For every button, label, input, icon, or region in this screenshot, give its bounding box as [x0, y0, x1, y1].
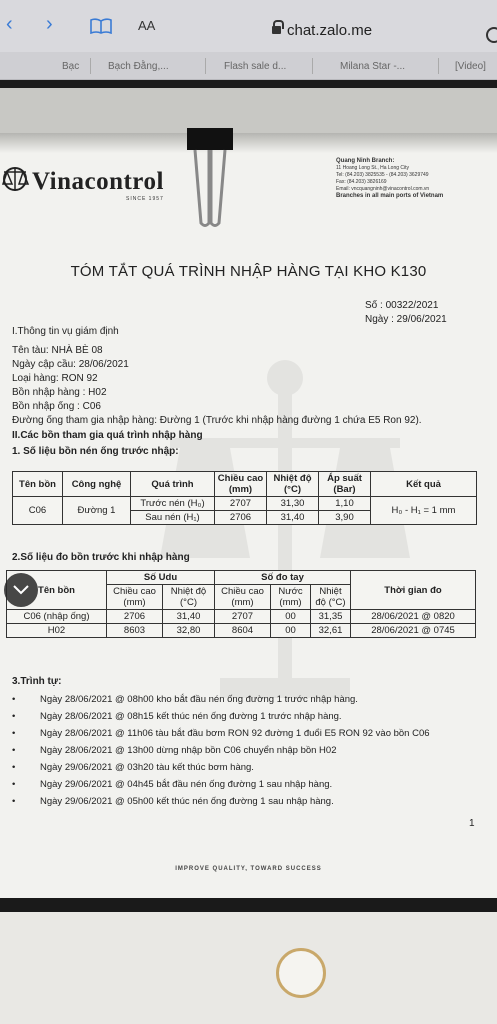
section-heading: II.Các bồn tham gia quá trình nhập hàng [12, 430, 203, 441]
table-cell: 31,40 [163, 610, 215, 624]
bookmark-item[interactable]: Bạch Đằng,... [108, 61, 169, 72]
table-cell: 1,10 [319, 497, 371, 511]
table-header: Công nghệ [63, 472, 131, 497]
list-item: • Ngày 28/06/2021 @ 11h06 tàu bắt đầu bơm RON 92 đường 1 đuổi E5 RON 92 vào bồn C06 [12, 728, 430, 739]
table-cell: 2706 [107, 610, 163, 624]
info-line: Đường ống tham gia nhập hàng: Đường 1 (Trước khi nhập hàng đường 1 chứa E5 Ron 92). [12, 415, 422, 426]
scale-watermark-icon [160, 358, 410, 718]
info-line: Bồn nhập hàng : H02 [12, 387, 107, 398]
table-cell: 2706 [215, 511, 267, 525]
info-line: Ngày cập cầu: 28/06/2021 [12, 359, 129, 370]
table-subheader: Nhiệt độ (°C) [163, 585, 215, 610]
bookmark-item[interactable]: Bạc [62, 61, 80, 72]
table-cell: 31,30 [267, 497, 319, 511]
home-button[interactable] [276, 948, 326, 998]
table-header: Nhiệt độ (°C) [267, 472, 319, 497]
info-line: Tên tàu: NHÀ BÈ 08 [12, 345, 103, 356]
table-cell: Trước nén (H₀) [131, 497, 215, 511]
info-line: Bồn nhập ống : C06 [12, 401, 101, 412]
bookmark-item[interactable]: Flash sale d... [224, 61, 287, 72]
subsection-heading: 1. Số liệu bồn nén ống trước nhập: [12, 446, 179, 457]
list-item: • Ngày 28/06/2021 @ 08h15 kết thúc nén ống đường 1 trước nhập hàng. [12, 711, 342, 722]
table-header: Áp suất (Bar) [319, 472, 371, 497]
table-cell: C06 (nhập ống) [7, 610, 107, 624]
table-row [13, 497, 477, 511]
table-cell: 32,80 [163, 624, 215, 638]
list-item: • Ngày 28/06/2021 @ 08h00 kho bắt đầu nén ống đường 1 trước nhập hàng. [12, 694, 358, 705]
browser-toolbar [0, 0, 497, 52]
table-cell: C06 [13, 497, 63, 525]
table-cell: 8604 [215, 624, 271, 638]
logo-since: SINCE 1957 [126, 196, 164, 202]
table-cell: H02 [7, 624, 107, 638]
page-number: 1 [469, 818, 475, 829]
document-page [0, 88, 497, 898]
back-icon[interactable]: ‹ [6, 13, 13, 35]
reader-aa-button[interactable]: AA [138, 18, 156, 33]
footer-slogan: IMPROVE QUALITY, TOWARD SUCCESS [175, 866, 322, 872]
table-cell: 28/06/2021 @ 0745 [351, 624, 476, 638]
table-header: Số đo tay [215, 571, 351, 585]
list-item: • Ngày 29/06/2021 @ 04h45 bắt đầu nén ống đường 1 sau nhập hàng. [12, 779, 333, 790]
table-subheader: Chiều cao (mm) [107, 585, 163, 610]
table-cell: 31,40 [267, 511, 319, 525]
list-item: • Ngày 29/06/2021 @ 03h20 tàu kết thúc bơm hàng. [12, 762, 254, 773]
table-header: Số Udu [107, 571, 215, 585]
table-cell: 31,35 [311, 610, 351, 624]
table-cell: Đường 1 [63, 497, 131, 525]
list-item: • Ngày 28/06/2021 @ 13h00 dừng nhập bồn C06 chuyển nhập bồn H02 [12, 745, 337, 756]
reload-icon[interactable] [486, 27, 497, 43]
table-cell: 32,61 [311, 624, 351, 638]
table-header: Quá trình [131, 472, 215, 497]
doc-date: Ngày : 29/06/2021 [365, 314, 447, 325]
document-title: TÓM TẮT QUÁ TRÌNH NHẬP HÀNG TẠI KHO K130 [70, 263, 427, 280]
list-item: • Ngày 29/06/2021 @ 05h00 kết thúc nén ống đường 1 sau nhập hàng. [12, 796, 334, 807]
collapse-chevron-button[interactable] [4, 573, 38, 607]
table-cell: 00 [271, 624, 311, 638]
bookmark-item[interactable]: [Video] [455, 61, 486, 72]
bookmarks-icon[interactable] [90, 18, 112, 39]
chevron-down-icon [13, 584, 29, 596]
forward-icon[interactable]: › [46, 13, 53, 35]
binder-clip-icon [185, 128, 235, 228]
table-subheader: Chiều cao (mm) [215, 585, 271, 610]
table-cell: 00 [271, 610, 311, 624]
lock-icon [272, 26, 281, 34]
table-header: Kết quả [371, 472, 477, 497]
table-cell: 2707 [215, 610, 271, 624]
table-header: Tên bồn [7, 571, 107, 610]
section-heading: 3.Trình tự: [12, 676, 62, 687]
table-header: Tên bồn [13, 472, 63, 497]
section-heading: I.Thông tin vụ giám định [12, 326, 119, 337]
bookmarks-bar [0, 52, 497, 80]
vinacontrol-logo-icon [0, 164, 30, 194]
table-header: Chiều cao (mm) [215, 472, 267, 497]
device-bezel [0, 898, 497, 1024]
table-cell: H₀ - H₁ = 1 mm [371, 497, 477, 525]
address-bar[interactable]: chat.zalo.me [287, 22, 373, 39]
table-cell: 8603 [107, 624, 163, 638]
table-cell: 28/06/2021 @ 0820 [351, 610, 476, 624]
bookmark-item[interactable]: Milana Star -... [340, 61, 406, 72]
company-logo: Vinacontrol [32, 168, 164, 195]
table-subheader: Nhiệt độ (°C) [311, 585, 351, 610]
table-header: Thời gian đo [351, 571, 476, 610]
table-cell: 2707 [215, 497, 267, 511]
info-line: Loại hàng: RON 92 [12, 373, 98, 384]
table-subheader: Nước (mm) [271, 585, 311, 610]
table-row [7, 610, 476, 624]
doc-number: Số : 00322/2021 [365, 300, 439, 311]
branch-address: Quang Ninh Branch: 11 Hoang Long St., Ha Long City Tel: (84.203) 3825535 - (84.203) 3629749 Fax: (84.203) 3826169 Email: vncquangninh@vinacontrol.com.vn Branches in all main ports of Vietnam [336, 158, 444, 199]
table-cell: 3,90 [319, 511, 371, 525]
table-row [7, 624, 476, 638]
table-cell: Sau nén (H₁) [131, 511, 215, 525]
tank-measurement-table [6, 570, 476, 638]
compression-table [12, 471, 477, 525]
subsection-heading: 2.Số liệu đo bồn trước khi nhập hàng [12, 552, 190, 563]
